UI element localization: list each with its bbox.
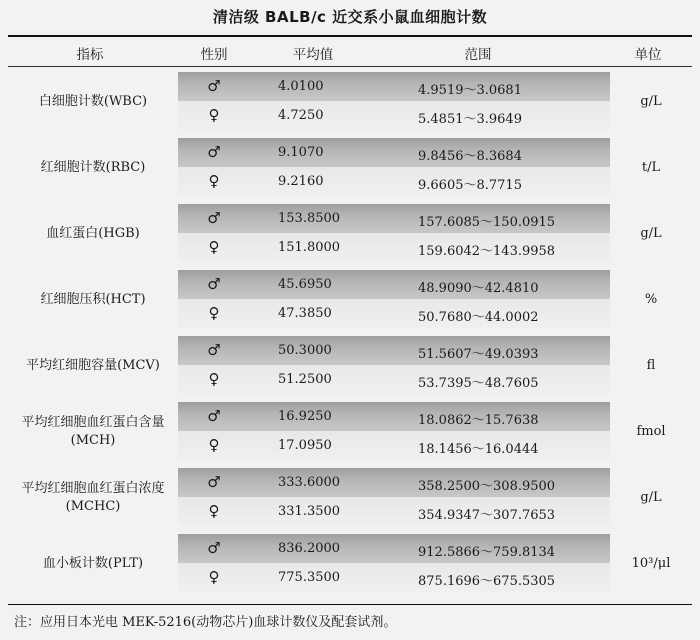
indicator-name: 红细胞压积(HCT) xyxy=(40,291,146,307)
range-value: 4.9519～3.0681 xyxy=(418,83,522,98)
table-row xyxy=(8,368,692,397)
table-row xyxy=(8,339,692,368)
range-value: 51.5607～49.0393 xyxy=(418,347,539,362)
footnote: 注：应用日本光电 MEK-5216(动物芯片)血球计数仪及配套试剂。 xyxy=(14,615,397,630)
mean-value: 775.3500 xyxy=(278,570,341,585)
table-row xyxy=(8,434,692,463)
range-value: 9.6605～8.7715 xyxy=(418,178,522,193)
mean-value: 16.9250 xyxy=(278,409,332,424)
indicator-name: 平均红细胞血红蛋白含量(MCH) xyxy=(21,414,165,448)
female-symbol: ♀ xyxy=(208,106,220,124)
indicator-name: 血小板计数(PLT) xyxy=(42,555,144,571)
mean-value: 836.2000 xyxy=(278,541,341,556)
table-row-group xyxy=(8,336,692,402)
male-symbol: ♂ xyxy=(207,473,221,491)
header-rule xyxy=(8,66,692,67)
female-symbol: ♀ xyxy=(208,568,220,586)
male-symbol: ♂ xyxy=(207,407,221,425)
indicator-name: 平均红细胞容量(MCV) xyxy=(26,357,160,373)
table-row xyxy=(8,170,692,199)
table-row xyxy=(8,537,692,566)
header-sex: 性别 xyxy=(200,47,228,63)
female-symbol: ♀ xyxy=(208,238,220,256)
range-value: 159.6042～143.9958 xyxy=(418,244,556,259)
unit-value: g/L xyxy=(640,94,662,109)
mean-value: 153.8500 xyxy=(278,211,341,226)
table-row xyxy=(8,273,692,302)
table-row xyxy=(8,75,692,104)
mean-value: 9.1070 xyxy=(278,145,324,160)
male-symbol: ♂ xyxy=(207,539,221,557)
table-row xyxy=(8,104,692,133)
range-value: 358.2500～308.9500 xyxy=(418,479,556,494)
table-row xyxy=(8,405,692,434)
mean-value: 4.7250 xyxy=(278,108,324,123)
female-symbol: ♀ xyxy=(208,172,220,190)
mean-value: 17.0950 xyxy=(278,438,332,453)
unit-value: fl xyxy=(646,358,656,373)
table-body xyxy=(8,72,692,600)
range-value: 53.7395～48.7605 xyxy=(418,376,539,391)
female-symbol: ♀ xyxy=(208,436,220,454)
header-mean: 平均值 xyxy=(292,47,334,63)
mean-value: 47.3850 xyxy=(278,306,332,321)
table-row xyxy=(8,141,692,170)
table-row xyxy=(8,500,692,529)
mean-value: 4.0100 xyxy=(278,79,324,94)
female-symbol: ♀ xyxy=(208,502,220,520)
mean-value: 151.8000 xyxy=(278,240,341,255)
mean-value: 331.3500 xyxy=(278,504,341,519)
table-row xyxy=(8,566,692,595)
unit-value: t/L xyxy=(641,160,661,175)
range-value: 9.8456～8.3684 xyxy=(418,149,522,164)
indicator-name: 血红蛋白(HGB) xyxy=(46,225,140,241)
range-value: 18.1456～16.0444 xyxy=(418,442,539,457)
range-value: 18.0862～15.7638 xyxy=(418,413,539,428)
male-symbol: ♂ xyxy=(207,77,221,95)
table-title: 清洁级 BALB/c 近交系小鼠血细胞计数 xyxy=(212,8,488,26)
indicator-name: 红细胞计数(RBC) xyxy=(40,159,146,175)
range-value: 875.1696～675.5305 xyxy=(418,574,556,589)
indicator-name: 平均红细胞血红蛋白浓度(MCHC) xyxy=(21,480,165,514)
unit-value: g/L xyxy=(640,490,662,505)
table-row-group xyxy=(8,534,692,600)
table-row-group xyxy=(8,270,692,336)
table-row xyxy=(8,302,692,331)
header-range: 范围 xyxy=(464,47,492,63)
table-header xyxy=(8,37,692,66)
unit-value: fmol xyxy=(636,424,666,439)
table-row-group xyxy=(8,138,692,204)
range-value: 157.6085～150.0915 xyxy=(418,215,556,230)
range-value: 50.7680～44.0002 xyxy=(418,310,539,325)
unit-value: 10³/μl xyxy=(631,556,671,571)
female-symbol: ♀ xyxy=(208,304,220,322)
male-symbol: ♂ xyxy=(207,275,221,293)
male-symbol: ♂ xyxy=(207,341,221,359)
table-row-group xyxy=(8,402,692,468)
male-symbol: ♂ xyxy=(207,143,221,161)
table-row-group xyxy=(8,468,692,534)
range-value: 912.5866～759.8134 xyxy=(418,545,556,560)
mean-value: 51.2500 xyxy=(278,372,332,387)
table-row xyxy=(8,471,692,500)
indicator-name: 白细胞计数(WBC) xyxy=(38,93,148,109)
mean-value: 45.6950 xyxy=(278,277,332,292)
header-indicator: 指标 xyxy=(76,47,104,63)
male-symbol: ♂ xyxy=(207,209,221,227)
mean-value: 333.6000 xyxy=(278,475,341,490)
unit-value: % xyxy=(644,292,658,307)
mean-value: 50.3000 xyxy=(278,343,332,358)
bottom-rule xyxy=(8,604,692,605)
table-row-group xyxy=(8,72,692,138)
range-value: 5.4851～3.9649 xyxy=(418,112,522,127)
unit-value: g/L xyxy=(640,226,662,241)
table-row xyxy=(8,236,692,265)
range-value: 354.9347～307.7653 xyxy=(418,508,556,523)
range-value: 48.9090～42.4810 xyxy=(418,281,539,296)
table-row-group xyxy=(8,204,692,270)
header-unit: 单位 xyxy=(634,47,662,63)
female-symbol: ♀ xyxy=(208,370,220,388)
mean-value: 9.2160 xyxy=(278,174,324,189)
table-row xyxy=(8,207,692,236)
